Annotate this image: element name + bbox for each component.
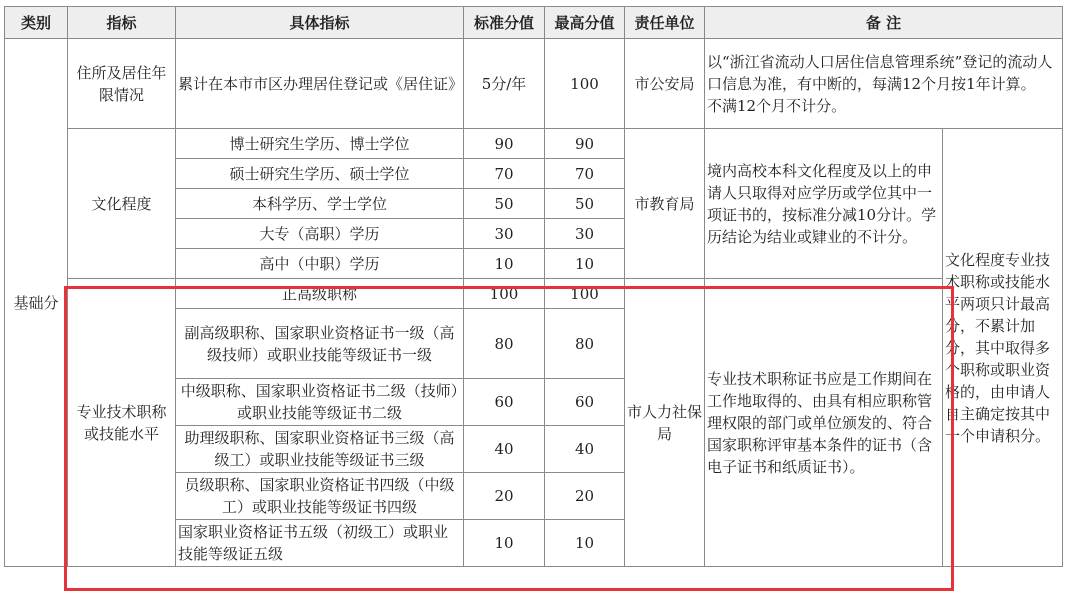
professional-max: 100 xyxy=(545,279,625,309)
education-standard: 90 xyxy=(464,129,545,159)
education-detail: 本科学历、学士学位 xyxy=(176,189,464,219)
header-category: 类别 xyxy=(5,7,68,39)
education-unit: 市教育局 xyxy=(625,129,705,279)
residence-detail: 累计在本市市区办理居住登记或《居住证》 xyxy=(176,39,464,129)
education-detail: 博士研究生学历、博士学位 xyxy=(176,129,464,159)
education-max: 30 xyxy=(545,219,625,249)
education-standard: 50 xyxy=(464,189,545,219)
professional-detail: 正高级职称 xyxy=(176,279,464,309)
professional-max: 60 xyxy=(545,379,625,426)
education-indicator: 文化程度 xyxy=(68,129,176,279)
professional-standard: 40 xyxy=(464,426,545,473)
category-cell: 基础分 xyxy=(5,39,68,567)
education-detail: 高中（中职）学历 xyxy=(176,249,464,279)
header-max-score: 最高分值 xyxy=(545,7,625,39)
residence-remark: 以“浙江省流动人口居住信息管理系统”登记的流动人口信息为准，有中断的，每满12个月按1年计算。 不满12个月不计分。 xyxy=(705,39,1063,129)
residence-standard: 5分/年 xyxy=(464,39,545,129)
header-standard-score: 标准分值 xyxy=(464,7,545,39)
professional-remark: 专业技术职称证书应是工作期间在工作地取得的、由具有相应职称管理权限的部门或单位颁发的、符合国家职称评审基本条件的证书（含电子证书和纸质证书）。 xyxy=(705,279,943,567)
header-remark: 备 注 xyxy=(705,7,1063,39)
side-note: 文化程度专业技术职称或技能水平两项只计最高分，不累计加分，其中取得多个职称或职业资格的，由申请人自主确定按其中一个申请积分。 xyxy=(943,129,1063,567)
education-standard: 70 xyxy=(464,159,545,189)
professional-standard: 100 xyxy=(464,279,545,309)
professional-max: 10 xyxy=(545,520,625,567)
professional-max: 20 xyxy=(545,473,625,520)
professional-detail: 副高级职称、国家职业资格证书一级（高级技师）或职业技能等级证书一级 xyxy=(176,309,464,379)
residence-indicator: 住所及居住年限情况 xyxy=(68,39,176,129)
professional-max: 80 xyxy=(545,309,625,379)
education-max: 70 xyxy=(545,159,625,189)
residence-unit: 市公安局 xyxy=(625,39,705,129)
header-responsible-unit: 责任单位 xyxy=(625,7,705,39)
education-max: 90 xyxy=(545,129,625,159)
professional-detail: 助理级职称、国家职业资格证书三级（高级工）或职业技能等级证书三级 xyxy=(176,426,464,473)
points-table xyxy=(4,6,1063,567)
header-indicator: 指标 xyxy=(68,7,176,39)
residence-max: 100 xyxy=(545,39,625,129)
professional-detail: 中级职称、国家职业资格证书二级（技师）或职业技能等级证书二级 xyxy=(176,379,464,426)
header-detail: 具体指标 xyxy=(176,7,464,39)
professional-detail: 国家职业资格证书五级（初级工）或职业技能等级证五级 xyxy=(176,520,464,567)
education-detail: 大专（高职）学历 xyxy=(176,219,464,249)
professional-unit: 市人力社保局 xyxy=(625,279,705,567)
professional-standard: 80 xyxy=(464,309,545,379)
education-detail: 硕士研究生学历、硕士学位 xyxy=(176,159,464,189)
education-standard: 30 xyxy=(464,219,545,249)
education-remark: 境内高校本科文化程度及以上的申请人只取得对应学历或学位其中一项证书的，按标准分减10分计。学历结论为结业或肄业的不计分。 xyxy=(705,129,943,279)
professional-max: 40 xyxy=(545,426,625,473)
professional-standard: 60 xyxy=(464,379,545,426)
table-row xyxy=(5,279,1063,309)
education-standard: 10 xyxy=(464,249,545,279)
education-max: 10 xyxy=(545,249,625,279)
professional-detail: 员级职称、国家职业资格证书四级（中级工）或职业技能等级证书四级 xyxy=(176,473,464,520)
professional-standard: 10 xyxy=(464,520,545,567)
table-row xyxy=(5,39,1063,129)
education-max: 50 xyxy=(545,189,625,219)
professional-indicator: 专业技术职称或技能水平 xyxy=(68,279,176,567)
professional-standard: 20 xyxy=(464,473,545,520)
header-row xyxy=(5,7,1063,39)
table-row xyxy=(5,129,1063,159)
